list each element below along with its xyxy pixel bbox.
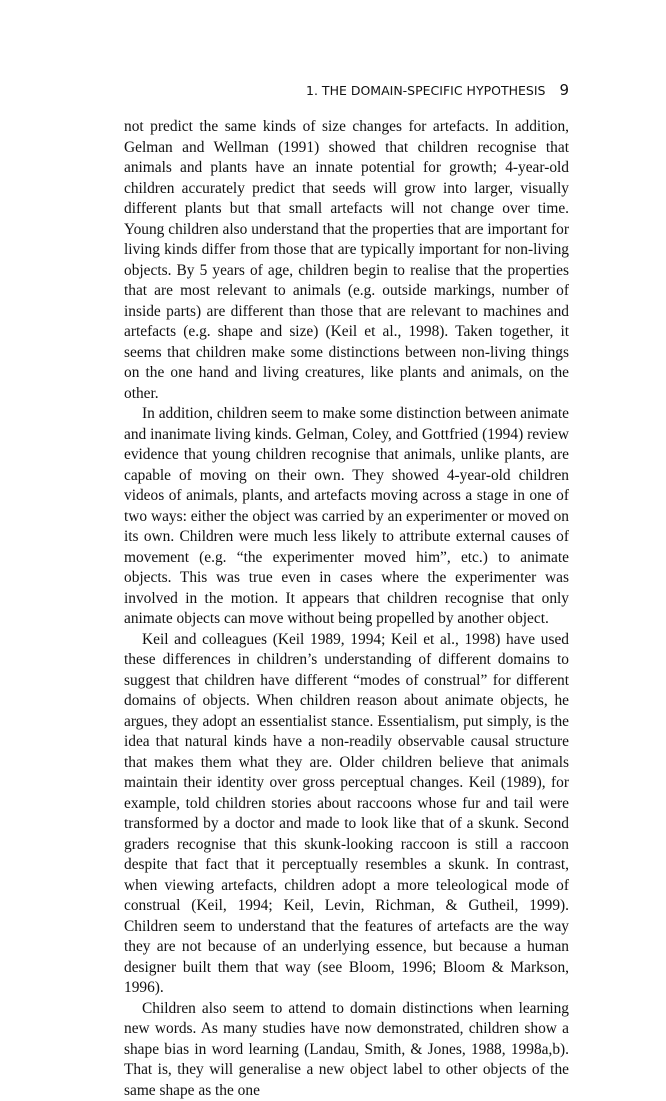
body-text: [124, 117, 569, 1101]
page-number: 9: [559, 81, 569, 99]
chapter-title: 1. THE DOMAIN-SPECIFIC HYPOTHESIS: [306, 83, 545, 98]
paragraph: Keil and colleagues (Keil 1989, 1994; Keil et al., 1998) have used these differences in children’s understanding of different domains to suggest that children have different “modes of construal” for different domains of objects. When children reason about animate objects, he argues, they adopt an essentialist stance. Essentialism, put simply, is the idea that natural kinds have a non-readily observable causal structure that makes them what they are. Older children believe that animals maintain their identity over gross perceptual changes. Keil (1989), for example, told children stories about raccoons whose fur and tail were transformed by a doctor and made to look like that of a skunk. Second graders recognise that this skunk-looking raccoon is still a raccoon despite that fact that it perceptually resembles a skunk. In contrast, when viewing artefacts, children adopt a more teleological mode of construal (Keil, 1994; Keil, Levin, Richman, & Gutheil, 1999). Children seem to understand that the features of artefacts are the way they are not because of an underlying essence, but because a human designer built them that way (see Bloom, 1996; Bloom & Markson, 1996).: [124, 630, 569, 999]
paragraph: In addition, children seem to make some distinction between animate and inanimate living kinds. Gelman, Coley, and Gottfried (1994) review evidence that young children recognise that animals, unlike plants, are capable of moving on their own. They showed 4-year-old children videos of animals, plants, and artefacts moving across a stage in one of two ways: either the object was carried by an experimenter or moved on its own. Children were much less likely to attribute external causes of movement (e.g. “the experimenter moved him”, etc.) to animate objects. This was true even in cases where the experimenter was involved in the motion. It appears that children recognise that only animate objects can move without being propelled by another object.: [124, 404, 569, 630]
paragraph: Children also seem to attend to domain distinctions when learning new words. As many studies have now demonstrated, children show a shape bias in word learning (Landau, Smith, & Jones, 1988, 1998a,b). That is, they will generalise a new object label to other objects of the same shape as the one: [124, 999, 569, 1101]
paragraph: not predict the same kinds of size changes for artefacts. In addition, Gelman and Wellman (1991) showed that children recognise that animals and plants have an innate potential for growth; 4-year-old children accurately predict that seeds will grow into larger, visually different plants but that small artefacts will not change over time. Young children also understand that the properties that are important for living kinds differ from those that are typically important for non-living objects. By 5 years of age, children begin to realise that the properties that are most relevant to animals (e.g. outside markings, number of inside parts) are different than those that are relevant to machines and artefacts (e.g. shape and size) (Keil et al., 1998). Taken together, it seems that children make some distinctions between non-living things on the one hand and living creatures, like plants and animals, on the other.: [124, 117, 569, 404]
running-head: [124, 80, 569, 101]
